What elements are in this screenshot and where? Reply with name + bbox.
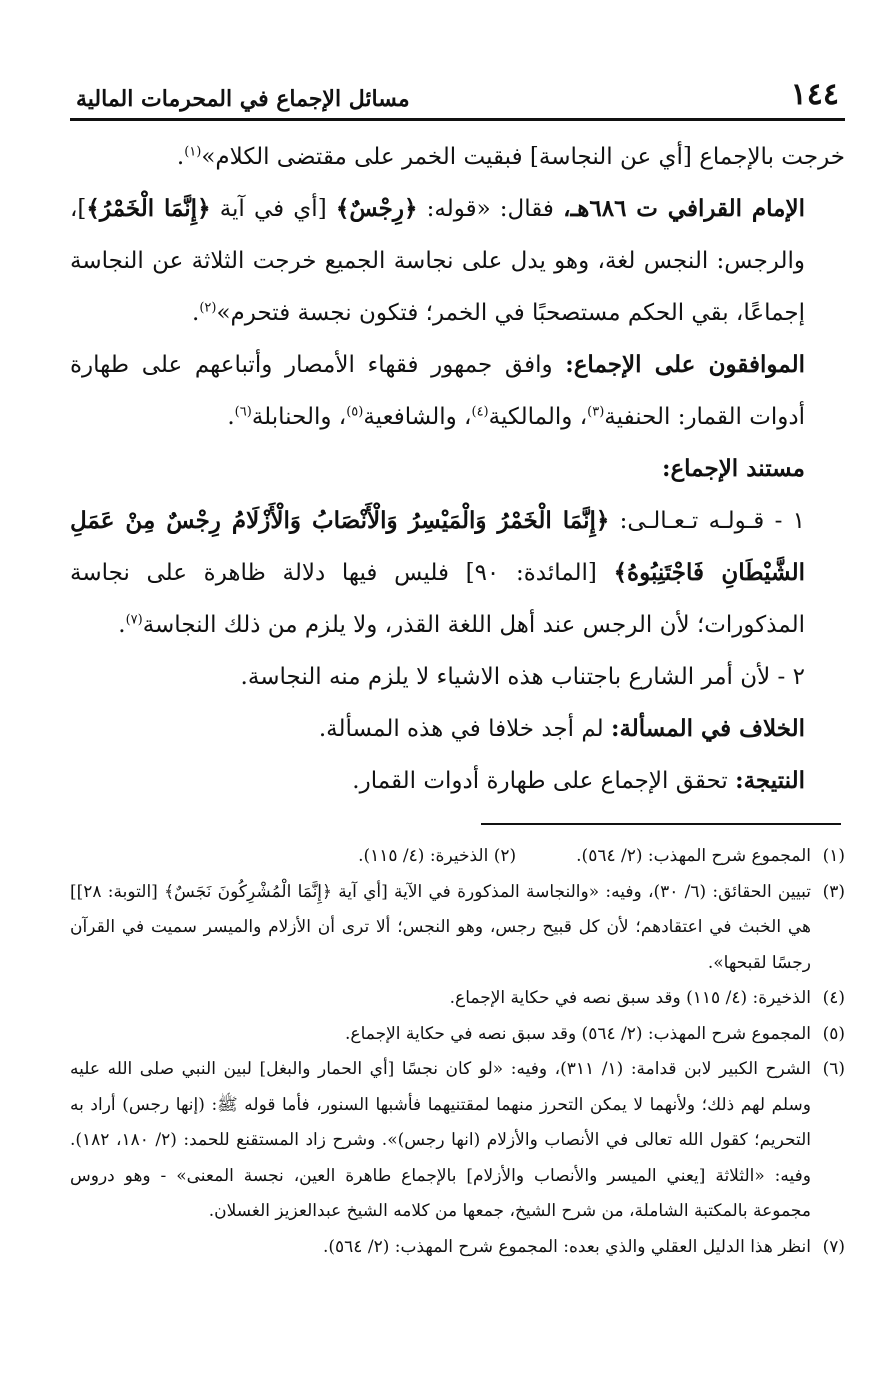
footnote-item: (٣) تبيين الحقائق: (٦/ ٣٠)، وفيه: «والنجاسة المذكورة في الآية [أي آية ﴿إِنَّمَا الْمُشْرِكُونَ نَجَسٌ﴾ [التوبة: ٢٨]] هي الخبث في اعتقادهم؛ لأن كل قبيح رجس، وهو النجس؛ ألا ترى أن الأزلام والميسر سميت في القرآن رجسًا لقبحها». — [70, 881, 845, 973]
footnote-ref[interactable]: (٥) — [346, 404, 364, 420]
page-number: ١٤٤ — [790, 77, 839, 112]
paragraph: الخلاف في المسألة: لم أجد خلافا في هذه المسألة. — [318, 715, 805, 742]
footnote-ref[interactable]: (٧) — [125, 612, 143, 628]
footnote-ref[interactable]: (١) — [184, 144, 202, 160]
section-label: النتيجة: — [735, 767, 805, 794]
footnote-separator — [481, 823, 841, 825]
quran-quote: ﴿إِنَّمَا الْخَمْرُ﴾ — [86, 195, 211, 222]
section-label: الموافقون على الإجماع: — [565, 351, 805, 378]
page-header — [70, 60, 845, 121]
footnote-ref[interactable]: (٢) — [199, 300, 217, 316]
section-label: الخلاف في المسألة: — [610, 715, 805, 742]
paragraph: الإمام القرافي ت ٦٨٦هـ، فقال: «قوله: ﴿رِجْسٌ﴾ [أي في آية ﴿إِنَّمَا الْخَمْرُ﴾]، والرجس: النجس لغة، وهو يدل على نجاسة الجميع خرجت الثلاثة عن النجاسة إجماعًا، بقي الحكم مستصحبًا في الخمر؛ فتكون نجسة فتحرم»$^{(٢)}$. — [70, 195, 805, 326]
footnote-item: (٤) الذخيرة: (٤/ ١١٥) وقد سبق نصه في حكاية الإجماع. — [449, 988, 845, 1008]
footnotes — [70, 839, 845, 1265]
footnote-item: (١) المجموع شرح المهذب: (٢/ ٥٦٤). (٢) الذخيرة: (٤/ ١١٥). — [358, 846, 845, 866]
main-text — [70, 131, 845, 807]
paragraph: النتيجة: تحقق الإجماع على طهارة أدوات القمار. — [352, 767, 805, 794]
footnote-item: (٥) المجموع شرح المهذب: (٢/ ٥٦٤) وقد سبق نصه في حكاية الإجماع. — [345, 1023, 845, 1044]
paragraph: ١ - قـولـه تـعـالـى: ﴿إِنَّمَا الْخَمْرُ وَالْمَيْسِرُ وَالْأَنْصَابُ وَالْأَزْلَامُ رِجْسٌ مِنْ عَمَلِ الشَّيْطَانِ فَاجْتَنِبُوهُ﴾ [المائدة: ٩٠] فليس فيها دلالة ظاهرة على نجاسة المذكورات؛ لأن الرجس عند أهل اللغة القذر، ولا يلزم من ذلك النجاسة$^{(٧)}$. — [70, 507, 806, 638]
book-page — [70, 60, 845, 1265]
footnote-ref[interactable]: (٣) — [587, 404, 605, 420]
footnote-ref[interactable]: (٦) — [234, 404, 252, 420]
running-title: مسائل الإجماع في المحرمات المالية — [76, 86, 410, 112]
quran-quote: ﴿إِنَّمَا الْخَمْرُ وَالْمَيْسِرُ وَالْأَنْصَابُ وَالْأَزْلَامُ رِجْسٌ مِنْ عَمَلِ الشَّيْطَانِ فَاجْتَنِبُوهُ﴾ — [70, 507, 805, 586]
footnote-item: (٦) الشرح الكبير لابن قدامة: (١/ ٣١١)، وفيه: «لو كان نجسًا [أي الحمار والبغل] لبين النبي صلى الله عليه وسلم لهم ذلك؛ ولأنهما لا يمكن التحرز منهما لمقتنيهما فأشبها السنور، فأما قوله ﷺ: (إنها رجس) أراد به التحريم؛ كقول الله تعالى في الأنصاب والأزلام (انها رجس)». وشرح زاد المستقنع للحمد: (٢/ ١٨٠، ١٨٢). وفيه: «الثلاثة [يعني الميسر والأنصاب والأزلام] بالإجماع طاهرة العين، نجسة المعنى» - وهو دروس مجموعة بالمكتبة الشاملة، من شرح الشيخ، جمعها من كلامه الشيخ عبدالعزيز الغسلان. — [70, 1059, 845, 1221]
scholar-name: الإمام القرافي ت ٦٨٦هـ، — [563, 195, 805, 222]
section-heading: مستند الإجماع: — [661, 455, 805, 482]
paragraph: الموافقون على الإجماع: وافق جمهور فقهاء الأمصار وأتباعهم على طهارة أدوات القمار: الحنفية$^{(٣)}$، والمالكية$^{(٤)}$، والشافعية$^{(٥)}$، والحنابلة$^{(٦)}$. — [70, 351, 805, 430]
paragraph: ٢ - لأن أمر الشارع باجتناب هذه الاشياء لا يلزم منه النجاسة. — [240, 664, 805, 690]
quran-quote: ﴿رِجْسٌ﴾ — [335, 195, 418, 222]
footnote-ref[interactable]: (٤) — [471, 404, 489, 420]
paragraph: خرجت بالإجماع [أي عن النجاسة] فبقيت الخمر على مقتضى الكلام»$^{(١)}$. — [176, 144, 845, 170]
footnote-item: (٧) انظر هذا الدليل العقلي والذي بعده: المجموع شرح المهذب: (٢/ ٥٦٤). — [322, 1236, 845, 1257]
